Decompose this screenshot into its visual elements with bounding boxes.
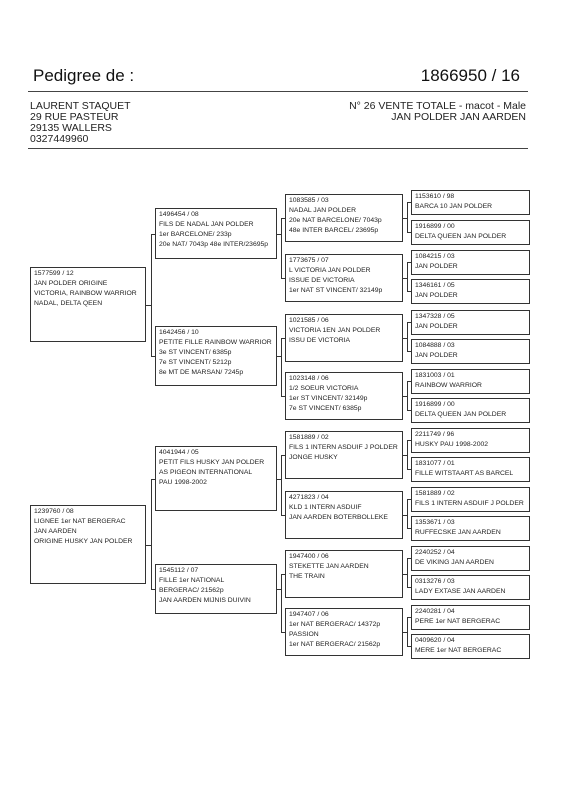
ring-number: 1023148 / 06 bbox=[289, 375, 329, 382]
sire-box bbox=[30, 267, 146, 342]
connector-line bbox=[407, 202, 411, 203]
great-grandparent-box bbox=[285, 254, 403, 302]
owner-block bbox=[30, 101, 131, 145]
connector-line bbox=[151, 479, 152, 590]
connector-line bbox=[281, 218, 285, 219]
pigeon-detail: FILS 1 INTERN ASDUIF J POLDER bbox=[289, 444, 398, 451]
ring-number: 1347328 / 05 bbox=[415, 313, 455, 320]
connector-line bbox=[281, 278, 285, 279]
great-grandparent-box bbox=[285, 431, 403, 479]
ring-number: 1545112 / 07 bbox=[159, 567, 199, 574]
pigeon-detail: BARCA 10 JAN POLDER bbox=[415, 203, 493, 210]
ring-number: 0409620 / 04 bbox=[415, 637, 455, 644]
sale-block bbox=[349, 101, 526, 123]
ancestor-box bbox=[411, 369, 530, 394]
connector-line bbox=[407, 587, 411, 588]
ancestor-box bbox=[411, 575, 530, 600]
ring-number: 1083585 / 03 bbox=[289, 197, 329, 204]
great-grandparent-box bbox=[285, 372, 403, 420]
pigeon-detail: 1er NAT ST VINCENT/ 32149p bbox=[289, 287, 383, 294]
connector-line bbox=[281, 338, 282, 397]
page-title: Pedigree de : bbox=[33, 66, 135, 85]
ancestor-box bbox=[411, 516, 530, 541]
pigeon-detail: AS PIGEON INTERNATIONAL bbox=[159, 469, 253, 476]
ring-number: 2240252 / 04 bbox=[415, 549, 455, 556]
connector-line bbox=[151, 479, 155, 480]
connector-line bbox=[281, 515, 285, 516]
pigeon-detail: ORIGINE HUSKY JAN POLDER bbox=[34, 538, 133, 545]
pigeon-detail: THE TRAIN bbox=[289, 573, 325, 580]
ring-number: 4271823 / 04 bbox=[289, 494, 329, 501]
pigeon-detail: FILS 1 INTERN ASDUIF J POLDER bbox=[415, 500, 524, 507]
pigeon-detail: ISSU DE VICTORIA bbox=[289, 337, 351, 344]
grandparent-box bbox=[155, 208, 277, 259]
ancestor-box bbox=[411, 546, 530, 571]
pigeon-detail: STEKETTE JAN AARDEN bbox=[289, 563, 369, 570]
pigeon-detail: HUSKY PAU 1998-2002 bbox=[415, 441, 489, 448]
connector-line bbox=[407, 646, 411, 647]
ring-number: 1831003 / 01 bbox=[415, 372, 455, 379]
grandparent-box bbox=[155, 446, 277, 511]
ancestor-box bbox=[411, 220, 530, 245]
connector-line bbox=[281, 632, 285, 633]
connector-line bbox=[407, 528, 411, 529]
pigeon-ring-number: 1866950 / 16 bbox=[420, 66, 520, 85]
pigeon-detail: 1er NAT BERGERAC/ 21562p bbox=[289, 641, 381, 648]
pigeon-detail: 1er NAT BERGERAC/ 14372p bbox=[289, 621, 381, 628]
pigeon-detail: JAN POLDER bbox=[415, 292, 458, 299]
pigeon-detail: FILLE WITSTAART AS BARCEL bbox=[415, 470, 514, 477]
ring-number: 1947400 / 06 bbox=[289, 553, 329, 560]
pigeon-detail: JAN POLDER bbox=[415, 263, 458, 270]
pigeon-detail: JAN POLDER bbox=[415, 352, 458, 359]
pigeon-detail: RUFFECSKE JAN AARDEN bbox=[415, 529, 501, 536]
ancestor-box bbox=[411, 190, 530, 215]
dam-box bbox=[30, 505, 146, 584]
pigeon-detail: NADAL, DELTA QEEN bbox=[34, 300, 103, 307]
great-grandparent-box bbox=[285, 314, 403, 362]
connector-line bbox=[281, 574, 282, 633]
connector-line bbox=[281, 218, 282, 279]
pigeon-detail: PAU 1998-2002 bbox=[159, 479, 207, 486]
ring-number: 1831077 / 01 bbox=[415, 460, 455, 467]
ancestor-box bbox=[411, 279, 530, 304]
ring-number: 1947407 / 06 bbox=[289, 611, 329, 618]
connector-line bbox=[407, 322, 408, 352]
ring-number: 1021585 / 06 bbox=[289, 317, 329, 324]
pigeon-detail: MERE 1er NAT BERGERAC bbox=[415, 647, 502, 654]
pigeon-detail: DE VIKING JAN AARDEN bbox=[415, 559, 494, 566]
connector-line bbox=[281, 396, 285, 397]
great-grandparent-box bbox=[285, 491, 403, 539]
ancestor-box bbox=[411, 398, 530, 423]
connector-line bbox=[407, 410, 411, 411]
ancestor-box bbox=[411, 634, 530, 659]
connector-line bbox=[407, 440, 411, 441]
pigeon-detail: 1/2 SOEUR VICTORIA bbox=[289, 385, 359, 392]
connector-line bbox=[151, 589, 155, 590]
connector-line bbox=[407, 381, 411, 382]
pigeon-detail: PETITE FILLE RAINBOW WARRIOR bbox=[159, 339, 272, 346]
connector-line bbox=[281, 455, 285, 456]
pigeon-detail: L VICTORIA JAN POLDER bbox=[289, 267, 371, 274]
connector-line bbox=[407, 499, 411, 500]
ring-number: 4041944 / 05 bbox=[159, 449, 199, 456]
sale-line-1: N° 26 VENTE TOTALE - macot - Male bbox=[349, 100, 526, 112]
grandparent-box bbox=[155, 326, 277, 386]
ring-number: 1916899 / 00 bbox=[415, 223, 455, 230]
pigeon-detail: 48e INTER BARCEL/ 23695p bbox=[289, 227, 379, 234]
pigeon-detail: DELTA QUEEN JAN POLDER bbox=[415, 411, 507, 418]
pigeon-detail: NADAL JAN POLDER bbox=[289, 207, 356, 214]
ring-number: 1346161 / 05 bbox=[415, 282, 455, 289]
connector-line bbox=[407, 440, 408, 470]
pigeon-detail: PERE 1er NAT BERGERAC bbox=[415, 618, 501, 625]
ring-number: 1153610 / 98 bbox=[415, 193, 455, 200]
ring-number: 2240281 / 04 bbox=[415, 608, 455, 615]
great-grandparent-box bbox=[285, 550, 403, 598]
ancestor-box bbox=[411, 339, 530, 364]
connector-line bbox=[407, 322, 411, 323]
header-divider bbox=[28, 91, 528, 92]
connector-line bbox=[407, 351, 411, 352]
pigeon-detail: DELTA QUEEN JAN POLDER bbox=[415, 233, 507, 240]
pigeon-detail: LADY EXTASE JAN AARDEN bbox=[415, 588, 506, 595]
connector-line bbox=[281, 455, 282, 516]
connector-line bbox=[281, 574, 285, 575]
connector-line bbox=[407, 232, 411, 233]
ancestor-box bbox=[411, 250, 530, 275]
ring-number: 1642456 / 10 bbox=[159, 329, 199, 336]
sale-line-2: JAN POLDER JAN AARDEN bbox=[391, 111, 526, 123]
pigeon-detail: JAN POLDER bbox=[415, 323, 458, 330]
ring-number: 1084215 / 03 bbox=[415, 253, 455, 260]
owner-name: LAURENT STAQUET bbox=[30, 100, 131, 112]
connector-line bbox=[407, 291, 411, 292]
connector-line bbox=[407, 558, 411, 559]
connector-line bbox=[407, 617, 408, 647]
connector-line bbox=[407, 469, 411, 470]
ring-number: 1496454 / 08 bbox=[159, 211, 199, 218]
pigeon-detail: 20e NAT/ 7043p 48e INTER/23695p bbox=[159, 241, 269, 248]
great-grandparent-box bbox=[285, 194, 403, 242]
connector-line bbox=[407, 558, 408, 588]
ring-number: 1773675 / 07 bbox=[289, 257, 329, 264]
pigeon-detail: VICTORIA, RAINBOW WARRIOR bbox=[34, 290, 137, 297]
ancestor-box bbox=[411, 487, 530, 512]
pigeon-detail: 3e ST VINCENT/ 6385p bbox=[159, 349, 232, 356]
ancestor-box bbox=[411, 310, 530, 335]
ring-number: 1353671 / 03 bbox=[415, 519, 455, 526]
connector-line bbox=[407, 262, 411, 263]
pigeon-detail: LIGNEE 1er NAT BERGERAC bbox=[34, 518, 126, 525]
connector-line bbox=[281, 338, 285, 339]
ring-number: 1581889 / 02 bbox=[415, 490, 455, 497]
connector-line bbox=[151, 356, 155, 357]
pigeon-detail: PASSION bbox=[289, 631, 319, 638]
pigeon-detail: 8e MT DE MARSAN/ 7245p bbox=[159, 369, 244, 376]
pigeon-detail: JAN AARDEN MIJNIS DUIVIN bbox=[159, 597, 251, 604]
ring-number: 1239760 / 08 bbox=[34, 508, 74, 515]
ring-number: 1581889 / 02 bbox=[289, 434, 329, 441]
pigeon-detail: 20e NAT BARCELONE/ 7043p bbox=[289, 217, 382, 224]
connector-line bbox=[407, 381, 408, 411]
connector-line bbox=[407, 202, 408, 233]
pigeon-detail: BERGERAC/ 21562p bbox=[159, 587, 224, 594]
pigeon-detail: JAN AARDEN bbox=[34, 528, 77, 535]
connector-line bbox=[407, 499, 408, 529]
pigeon-detail: JAN AARDEN BOTERBOLLEKE bbox=[289, 514, 388, 521]
pigeon-detail: JAN POLDER ORIGINE bbox=[34, 280, 108, 287]
pigeon-detail: 7e ST VINCENT/ 5212p bbox=[159, 359, 232, 366]
connector-line bbox=[407, 617, 411, 618]
ancestor-box bbox=[411, 457, 530, 482]
pigeon-detail: RAINBOW WARRIOR bbox=[415, 382, 482, 389]
connector-line bbox=[151, 234, 155, 235]
ring-number: 1084888 / 03 bbox=[415, 342, 455, 349]
pigeon-detail: 7e ST VINCENT/ 6385p bbox=[289, 405, 362, 412]
pigeon-detail: PETIT FILS HUSKY JAN POLDER bbox=[159, 459, 265, 466]
pigeon-detail: JONGE HUSKY bbox=[289, 454, 338, 461]
owner-street: 29 RUE PASTEUR bbox=[30, 111, 119, 123]
ancestor-box bbox=[411, 605, 530, 630]
ring-number: 1916899 / 00 bbox=[415, 401, 455, 408]
pigeon-detail: VICTORIA 1EN JAN POLDER bbox=[289, 327, 381, 334]
grandparent-box bbox=[155, 564, 277, 614]
connector-line bbox=[151, 234, 152, 357]
ring-number: 1577599 / 12 bbox=[34, 270, 74, 277]
pigeon-detail: FILS DE NADAL JAN POLDER bbox=[159, 221, 254, 228]
pigeon-detail: ISSUE DE VICTORIA bbox=[289, 277, 355, 284]
ring-number: 2211749 / 96 bbox=[415, 431, 455, 438]
connector-line bbox=[407, 262, 408, 292]
pigeon-detail: 1er ST VINCENT/ 32149p bbox=[289, 395, 368, 402]
ancestor-box bbox=[411, 428, 530, 453]
owner-phone: 0327449960 bbox=[30, 133, 89, 145]
ring-number: 0313276 / 03 bbox=[415, 578, 455, 585]
pigeon-detail: KLD 1 INTERN ASDUIF bbox=[289, 504, 362, 511]
pigeon-detail: FILLE 1er NATIONAL bbox=[159, 577, 225, 584]
owner-divider bbox=[28, 148, 528, 149]
pigeon-detail: 1er BARCELONE/ 233p bbox=[159, 231, 232, 238]
great-grandparent-box bbox=[285, 608, 403, 656]
owner-city: 29135 WALLERS bbox=[30, 122, 112, 134]
